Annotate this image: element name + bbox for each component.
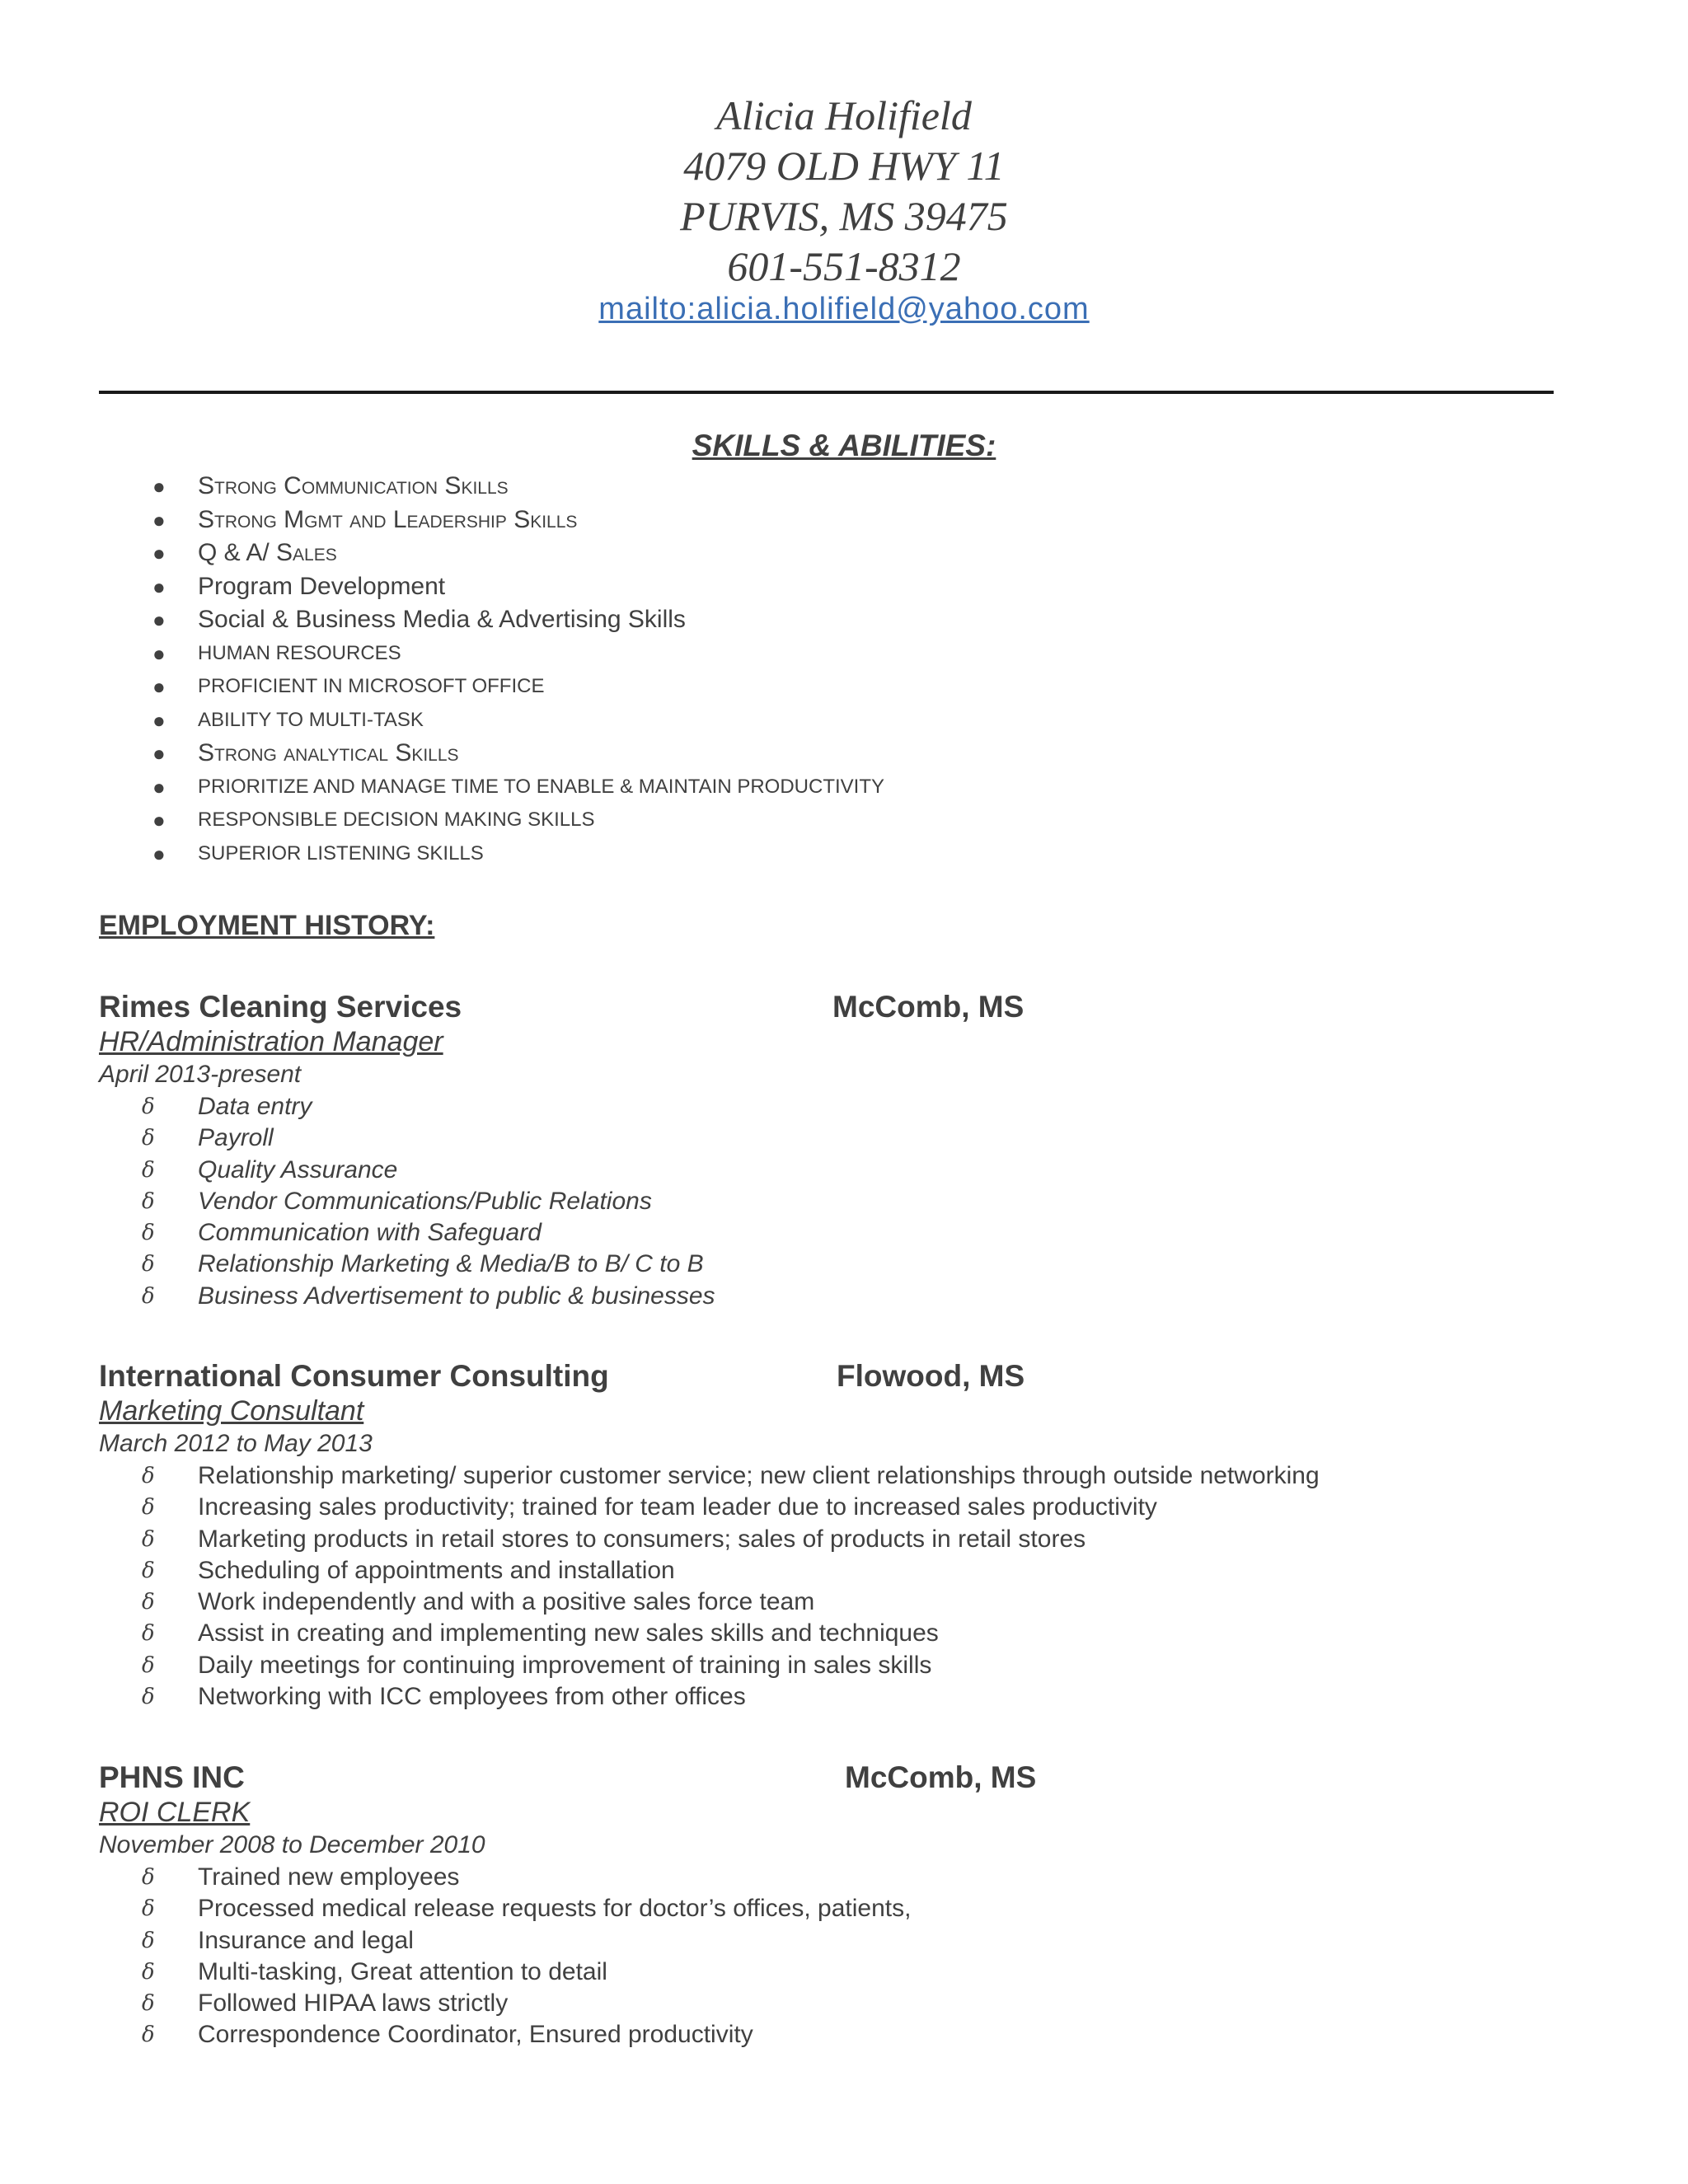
bullet-icon: ● xyxy=(152,541,166,565)
delta-bullet-icon: δ xyxy=(142,1283,155,1309)
duty-item: δ Relationship marketing/ superior customer service; new client relationships through outside networking xyxy=(99,1460,1665,1492)
skill-item: ● PROFICIENT IN MICROSOFT OFFICE xyxy=(144,670,884,704)
bullet-icon: ● xyxy=(152,474,166,499)
phone-number: 601-551-8312 xyxy=(727,243,961,289)
duty-item: δ Business Advertisement to public & businesses xyxy=(99,1281,1665,1312)
duty-item: δ Data entry xyxy=(99,1091,1665,1122)
delta-bullet-icon: δ xyxy=(142,1959,155,1985)
duty-item: δ Scheduling of appointments and installation xyxy=(99,1555,1665,1586)
bullet-icon: ● xyxy=(152,574,166,599)
job-entry xyxy=(99,989,1665,1312)
employment-section-title: EMPLOYMENT HISTORY: xyxy=(99,910,435,941)
job-location: Flowood, MS xyxy=(837,1359,1025,1393)
skills-section-title: SKILLS & ABILITIES: xyxy=(692,429,996,462)
bullet-icon: ● xyxy=(152,640,166,666)
delta-bullet-icon: δ xyxy=(142,1558,155,1583)
bullet-icon: ● xyxy=(152,707,166,733)
street-address: 4079 OLD HWY 11 xyxy=(683,143,1005,189)
job-dates: April 2013-present xyxy=(99,1061,302,1088)
skill-item: ● Strong Communication Skills xyxy=(144,470,884,504)
duty-item: δ Multi-tasking, Great attention to detail xyxy=(99,1957,1665,1988)
duty-item: δ Marketing products in retail stores to consumers; sales of products in retail stores xyxy=(99,1524,1665,1555)
duties-list xyxy=(99,1862,1665,2051)
applicant-name: Alicia Holifield xyxy=(716,92,972,138)
duties-list xyxy=(99,1460,1665,1713)
delta-bullet-icon: δ xyxy=(142,1590,155,1615)
duty-item: δ Daily meetings for continuing improvement of training in sales skills xyxy=(99,1650,1665,1681)
job-role: HR/Administration Manager xyxy=(99,1026,443,1057)
duty-item: δ Payroll xyxy=(99,1122,1665,1154)
delta-bullet-icon: δ xyxy=(142,1252,155,1277)
resume-header xyxy=(0,91,1688,327)
skill-item: ● SUPERIOR LISTENING SKILLS xyxy=(144,837,884,871)
bullet-icon: ● xyxy=(152,674,166,699)
job-dates: March 2012 to May 2013 xyxy=(99,1430,373,1457)
duty-item: δ Correspondence Coordinator, Ensured productivity xyxy=(99,2019,1665,2050)
skills-list xyxy=(144,470,884,870)
delta-bullet-icon: δ xyxy=(142,1188,155,1214)
bullet-icon: ● xyxy=(152,774,166,799)
duty-item: δ Quality Assurance xyxy=(99,1155,1665,1186)
delta-bullet-icon: δ xyxy=(142,1621,155,1647)
skill-item: ● RESPONSIBLE DECISION MAKING SKILLS xyxy=(144,804,884,837)
delta-bullet-icon: δ xyxy=(142,1157,155,1183)
delta-bullet-icon: δ xyxy=(142,1685,155,1710)
email-link[interactable]: mailto:alicia.holifield@yahoo.com xyxy=(598,292,1090,326)
bullet-icon: ● xyxy=(152,741,166,766)
delta-bullet-icon: δ xyxy=(142,1652,155,1678)
skill-item: ● PRIORITIZE AND MANAGE TIME TO ENABLE & MAINTAIN PRODUCTIVITY xyxy=(144,771,884,804)
duty-item: δ Increasing sales productivity; trained for team leader due to increased sales productivity xyxy=(99,1492,1665,1523)
delta-bullet-icon: δ xyxy=(142,2022,155,2048)
duty-item: δ Assist in creating and implementing new sales skills and techniques xyxy=(99,1618,1665,1649)
duties-list xyxy=(99,1091,1665,1312)
duty-item: δ Trained new employees xyxy=(99,1862,1665,1893)
delta-bullet-icon: δ xyxy=(142,1221,155,1246)
skill-item: ● ABILITY TO MULTI-TASK xyxy=(144,704,884,738)
duty-item: δ Processed medical release requests for doctor’s offices, patients, xyxy=(99,1893,1665,1924)
job-role: ROI CLERK xyxy=(99,1797,251,1828)
job-entry xyxy=(99,1358,1665,1713)
job-location: McComb, MS xyxy=(845,1760,1037,1794)
job-dates: November 2008 to December 2010 xyxy=(99,1831,485,1858)
delta-bullet-icon: δ xyxy=(142,1896,155,1922)
skill-item: ● Strong analytical Skills xyxy=(144,737,884,771)
delta-bullet-icon: δ xyxy=(142,1928,155,1953)
delta-bullet-icon: δ xyxy=(142,1094,155,1119)
delta-bullet-icon: δ xyxy=(142,1126,155,1151)
delta-bullet-icon: δ xyxy=(142,1526,155,1552)
company-name: Rimes Cleaning Services xyxy=(99,990,462,1024)
city-state-zip: PURVIS, MS 39475 xyxy=(680,193,1008,239)
duty-item: δ Communication with Safeguard xyxy=(99,1217,1665,1249)
bullet-icon: ● xyxy=(152,808,166,832)
bullet-icon: ● xyxy=(152,607,166,632)
job-entry xyxy=(99,1760,1665,2051)
job-location: McComb, MS xyxy=(832,990,1025,1024)
duty-item: δ Work independently and with a positive sales force team xyxy=(99,1586,1665,1618)
duty-item: δ Followed HIPAA laws strictly xyxy=(99,1988,1665,2019)
company-name: International Consumer Consulting xyxy=(99,1359,609,1393)
skill-item: ● Q & A/ Sales xyxy=(144,537,884,570)
job-role: Marketing Consultant xyxy=(99,1395,364,1427)
company-name: PHNS INC xyxy=(99,1760,245,1794)
delta-bullet-icon: δ xyxy=(142,1464,155,1488)
delta-bullet-icon: δ xyxy=(142,1865,155,1890)
duty-item: δ Vendor Communications/Public Relations xyxy=(99,1186,1665,1217)
skill-item: ● Social & Business Media & Advertising Skills xyxy=(144,603,884,637)
header-divider xyxy=(99,391,1554,394)
skill-item: ● Program Development xyxy=(144,570,884,604)
delta-bullet-icon: δ xyxy=(142,1991,155,2017)
bullet-icon: ● xyxy=(152,841,166,866)
duty-item: δ Networking with ICC employees from other offices xyxy=(99,1681,1665,1713)
skill-item: ● HUMAN RESOURCES xyxy=(144,637,884,671)
skill-item: ● Strong Mgmt and Leadership Skills xyxy=(144,504,884,537)
duty-item: δ Relationship Marketing & Media/B to B/ C to B xyxy=(99,1249,1665,1280)
delta-bullet-icon: δ xyxy=(142,1495,155,1521)
bullet-icon: ● xyxy=(152,507,166,532)
duty-item: δ Insurance and legal xyxy=(99,1925,1665,1957)
